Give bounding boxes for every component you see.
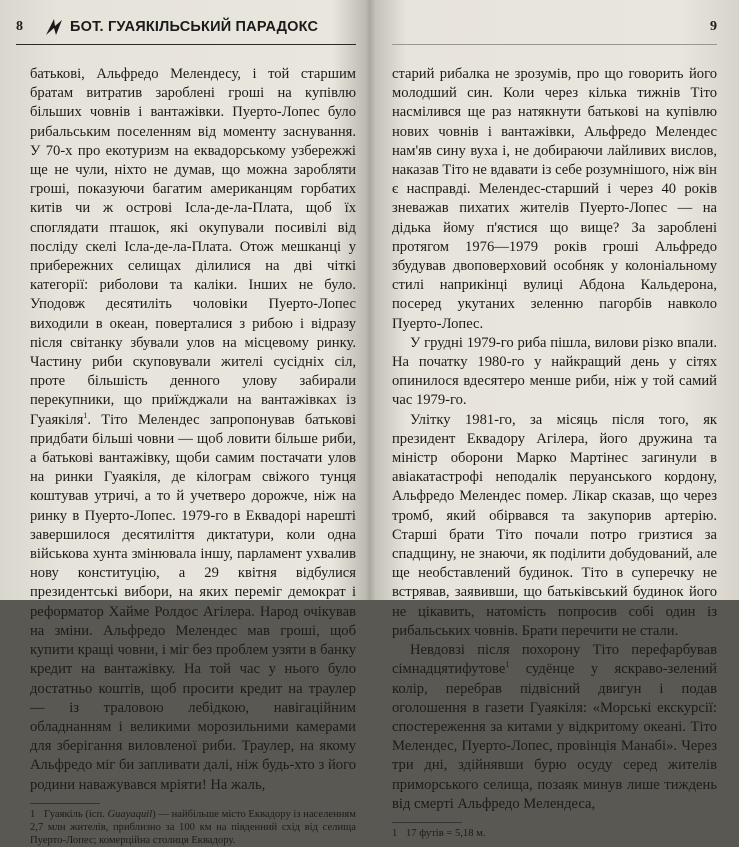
paragraph-text: батькові, Альфредо Мелендесу, і той старшим братам витратив зароблені гроші на купівлю більших човнів і вантажівки. Пуерто-Лопес було рибальським поселенням від моменту заснування. У 70-х про екотуризм на еквадорському узбережжі ще не чули, ніхто не думав, що можна заробляти гроші, показуючи багатим американцям горбатих китів чи ж острові Ісла-де-ла-Плата, щоб їх споглядати пташок, які окупували посивілі від посліду скелі Ісла-де-ла-Плата. Отож мешканці у прибережних селищах ділилися на дві чіткі категорії: риболови та каліки. Інших не було. Уподовж десятиліть чоловіки Пуерто-Лопес виходили в океан, поверталися з рибою і відразу після світанку збували улов на місцевому ринку. Частину риби скуповували жителі сусідніх сіл, проте більшість денного улову забирали перекупники, що приїжджали на вантажівках із Гуаякіля (30, 66, 356, 428)
footnote-text: ) — найбільше місто Еквадору із населенням 2,7 млн жителів, приблизно за 100 км на південний схід від селища Пуерто-Лопес; комерційна столиця Еквадору. (30, 808, 356, 847)
paragraph: батькові, Альфредо Мелендесу, і той старшим братам витратив зароблені гроші на купівлю більших човнів і вантажівки. Пуерто-Лопес було рибальським поселенням від моменту заснування. У 70-х про екотуризм на еквадорському узбережжі ще не чули, ніхто не думав, що можна заробляти гроші, показуючи багатим американцям горбатих китів чи ж острові Ісла-де-ла-Плата, щоб їх споглядати пташок, які окупували посивілі від посліду скелі Ісла-де-ла-Плата. Отож мешканці у прибережних селищах ділилися на дві чіткі категорії: риболови та каліки. Інших не було. Уподовж десятиліть чоловіки Пуерто-Лопес виходили в океан, поверталися з рибою і відразу після світанку збували улов на місцевому ринку. Частину риби скуповували жителі сусідніх сіл, проте більшість денного улову забирали перекупники, що приїжджали на вантажівках із Гуаякіля$^1$. Тіто Мелендес запропонував батькові придбати більші човни — щоб ловити більше риби, а батькові вантажівку, щоби самим постачати улов на ринки Гуаякіля, де кілограм свіжого тунця коштував утричі, а то й учетверо дорожче, ніж на ринку в Пуерто-Лопес. 1979-го в Еквадорі нарешті завершилося десятиліття диктатури, коли одна військова хунта змінювала іншу, парламент ухвалив нову конституцію, а 29 квітня відбулися президентські вибори, на яких переміг демократ і реформатор Хайме Ролдос Агілера. Народ очікував на зміни. Альфредо Мелендес мав гроші, щоб купити кращі човни, і міг без проблем узяти в банку кредит на вантажівку. На той час у нього було достатньо коштів, щоб просити кредит на траулер — із траловою лебідкою, навігаційним обладнанням і великими морозильними камерами для зберігання виловленої риби. Траулер, на якому Альфредо міг би запливати далі, ніж будь-хто з його родини наважувався мріяти! На жаль, (30, 66, 357, 793)
right-page-body (392, 65, 717, 814)
left-page-body (30, 65, 356, 795)
paragraph-text: Тіто Мелендес запропонував батькові придбати більші човни — щоб ловити більше риби, а батькові вантажівку, щоби самим постачати улов на ринки Гуаякіля, де кілограм свіжого тунця коштував утричі, а то й учетверо дорожче, ніж на ринку в Пуерто-Лопес. 1979-го в Еквадорі нарешті завершилося десятиліття диктатури, коли одна військова хунта змінювала іншу, парламент ухвалив нову конституцію, а 29 квітня відбулися президентські вибори, на яких переміг демократ і реформатор Хайме Ролдос Агілера. Народ очікував на зміни. Альфредо Мелендес мав гроші, щоб купити кращі човни, і міг без проблем узяти в банку кредит на вантажівку. На той час у нього було достатньо коштів, щоб просити кредит на траулер — із траловою лебідкою, навігаційним обладнанням і великими морозильними камерами для зберігання виловленої риби. Траулер, на якому Альфредо міг би запливати далі, ніж будь-хто з його родини наважувався мріяти! На жаль, (30, 411, 357, 793)
left-page-header (16, 10, 356, 45)
right-page (370, 0, 739, 839)
footnote-ref: 1 (83, 410, 88, 420)
paragraph: У грудні 1979-го риба пішла, вилови різко впали. На початку 1980-го у найкращий день у сітях опинилося вдесятеро менше риби, ніж у той самий час 1979-го. (392, 334, 717, 409)
paragraph (392, 641, 717, 814)
footnote-rule (30, 803, 100, 804)
footnote-term: Гуаякіль (ісп. (44, 808, 105, 820)
paragraph: Улітку 1981-го, за місяць після того, як президент Еквадору Агілера, його дружина та міністр оборони Марко Мартінес загинули в авіакатастрофі неподалік перуанського кордону, Альфредо Мелендес помер. Лікар сказав, що через тромб, який обірвався та закупорив артерію. Старші брати Тіто почали потро гризтися за спадщину, не знаючи, як поділити добудований, але ще необставлений будинок. Тіто в суперечку не встрявав, заявивши, що батьківський будинок його не цікавить, натомість попросив собі один із рибальських човнів. Брати перечити не стали. (392, 411, 717, 639)
left-page (0, 0, 368, 847)
footnote-rule (392, 822, 462, 823)
right-page-header (392, 10, 717, 45)
running-title: БОТ. ГУАЯКІЛЬСЬКИЙ ПАРАДОКС (70, 19, 319, 35)
left-page-number: 8 (16, 19, 23, 34)
footnote (392, 827, 717, 840)
footnote-mark: 1 (30, 808, 36, 820)
paragraph-text: Невдовзі після похорону Тіто перефарбував сімнадцятифутове (392, 642, 717, 678)
book-logo-icon (44, 17, 64, 37)
footnote-ref: 1 (505, 660, 510, 670)
paragraph: старий рибалка не зрозумів, про що говорить його молодший син. Коли через кілька тижнів Тіто насмілився ще раз натякнути батькові на купівлю нових човнів і вантажівки, Альфредо Мелендес нам'яв сину вуха і, не добираючи лайливих вислов, наказав Тіто не вдавати із себе розумнішого, ніж він є насправді. Мелендес-старший і через 40 років зневажав пихатих жителів Пуерто-Лопес — на дідька йому п'ястися що вище? За зароблені протягом 1976—1979 років гроші Альфредо збудував двоповерховий особняк у колоніальному стилі наприкінці вулиці Абдона Кальдерона, посеред укутаних зеленню пагорбів навколо Пуерто-Лопес. (392, 66, 717, 332)
footnote-mark: 1 (392, 827, 398, 839)
footnote-term-italic: Guayaquil (107, 808, 153, 820)
paragraph-text: судёнце у яскраво-зелений колір, перебрав підвісний двигун і подав оголошення в газети Гуаякіля: «Морські екскурсії: спостереження за китами у відкритому океані. Тіто Мелендес, Пуерто-Лопес, провінція Манабі». Через три дні, здійнявши бурю осуду серед жителів приморського селища, позаяк минув лише тиждень від смерті Альфредо Мелендеса, (392, 661, 717, 812)
footnote-text: 17 футів = 5,18 м. (406, 827, 486, 839)
right-page-number: 9 (710, 19, 717, 34)
footnote (30, 808, 356, 847)
